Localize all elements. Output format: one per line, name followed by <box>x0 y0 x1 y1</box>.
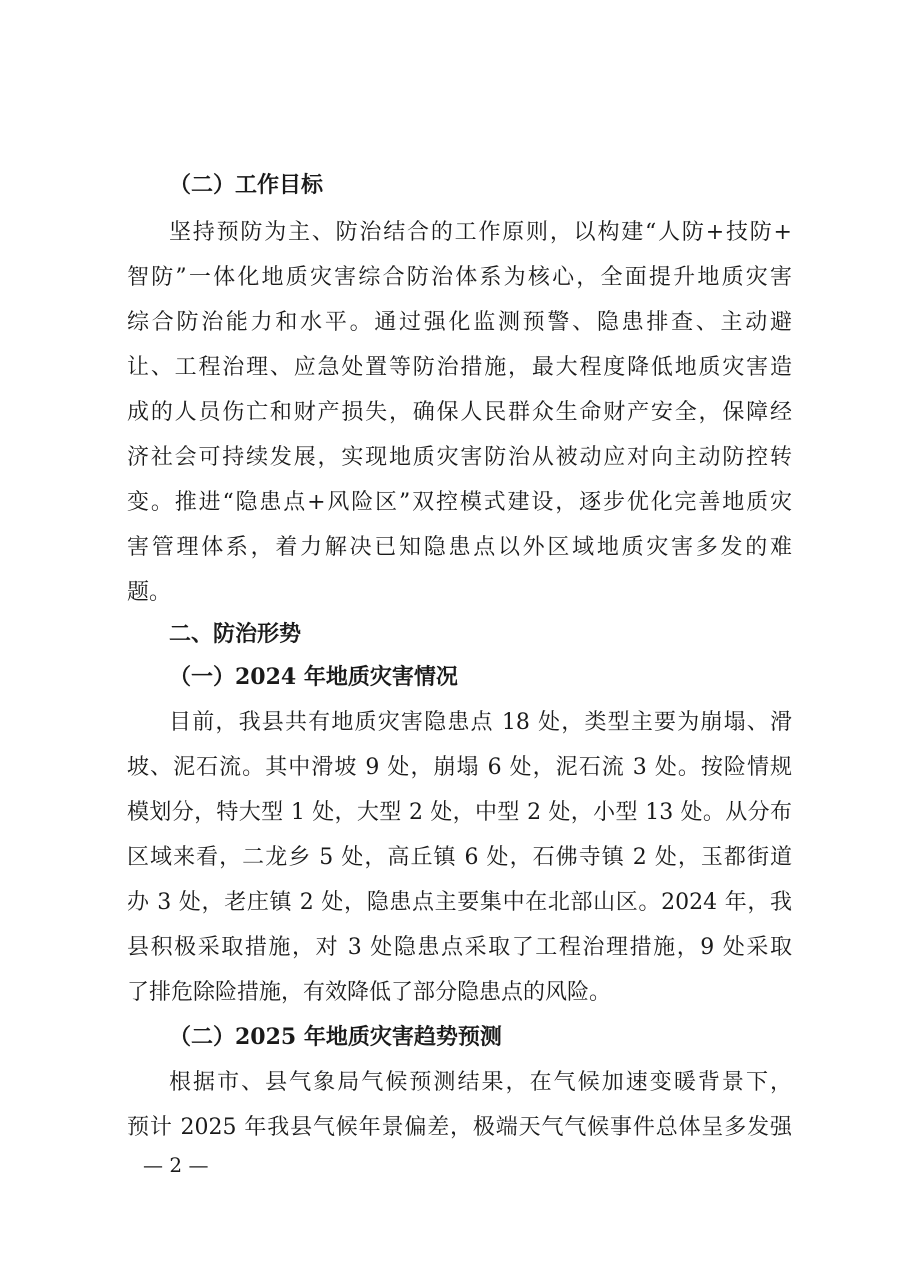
subsection-heading-2024: （一）2024 年地质灾害情况 <box>169 664 458 690</box>
paragraph-line: 智防”一体化地质灾害综合防治体系为核心，全面提升地质灾害 <box>127 265 792 290</box>
page-number: — 2 — <box>143 1153 209 1177</box>
paragraph-line: 了排危除险措施，有效降低了部分隐患点的风险。 <box>127 980 612 1005</box>
paragraph-line: 办 3 处，老庄镇 2 处，隐患点主要集中在北部山区。2024 年，我 <box>127 890 792 915</box>
paragraph-line: 让、工程治理、应急处置等防治措施，最大程度降低地质灾害造 <box>127 355 792 380</box>
paragraph-line: 目前，我县共有地质灾害隐患点 18 处，类型主要为崩塌、滑 <box>169 710 792 735</box>
paragraph-line: 区域来看，二龙乡 5 处，高丘镇 6 处，石佛寺镇 2 处，玉都街道 <box>127 845 792 870</box>
subsection-heading-2025: （二）2025 年地质灾害趋势预测 <box>169 1024 502 1050</box>
paragraph-line: 题。 <box>127 580 172 605</box>
paragraph-line: 成的人员伤亡和财产损失，确保人民群众生命财产安全，保障经 <box>127 400 792 425</box>
paragraph-line: 模划分，特大型 1 处，大型 2 处，中型 2 处，小型 13 处。从分布 <box>127 800 792 825</box>
paragraph-line: 预计 2025 年我县气候年景偏差，极端天气气候事件总体呈多发强 <box>127 1115 792 1140</box>
paragraph-line: 变。推进“隐患点+风险区”双控模式建设，逐步优化完善地质灾 <box>127 490 792 515</box>
paragraph-line: 综合防治能力和水平。通过强化监测预警、隐患排查、主动避 <box>127 310 792 335</box>
paragraph-line: 济社会可持续发展，实现地质灾害防治从被动应对向主动防控转 <box>127 445 792 470</box>
paragraph-line: 坡、泥石流。其中滑坡 9 处，崩塌 6 处，泥石流 3 处。按险情规 <box>127 755 792 780</box>
paragraph-line: 县积极采取措施，对 3 处隐患点采取了工程治理措施，9 处采取 <box>127 935 792 960</box>
paragraph-line: 坚持预防为主、防治结合的工作原则，以构建“人防+技防+ <box>169 220 792 245</box>
section-heading-work-goal: （二）工作目标 <box>169 172 324 198</box>
section-heading-prevention-situation: 二、防治形势 <box>169 622 302 647</box>
paragraph-line: 根据市、县气象局气候预测结果，在气候加速变暖背景下， <box>169 1070 792 1095</box>
paragraph-line: 害管理体系，着力解决已知隐患点以外区域地质灾害多发的难 <box>127 535 792 560</box>
